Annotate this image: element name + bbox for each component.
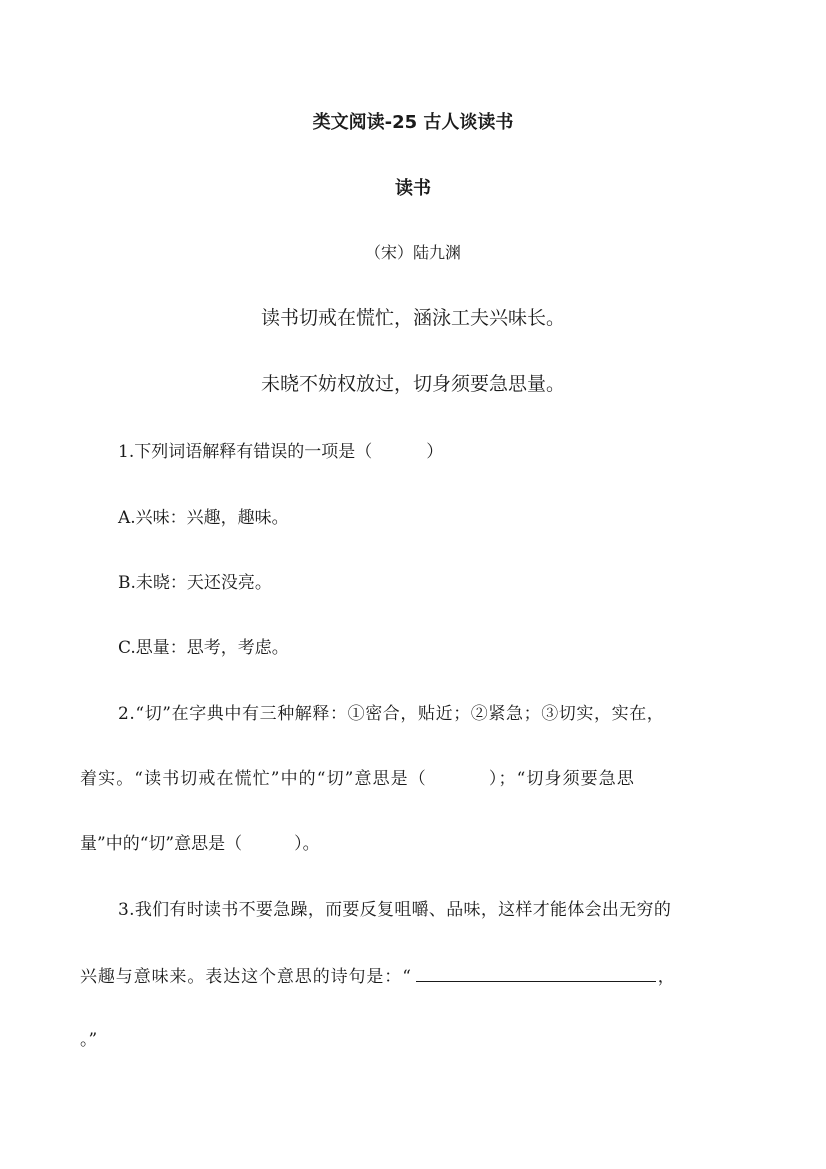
question-3-line-2-tail: ， <box>657 967 676 987</box>
poem-title: 读书 <box>395 178 431 199</box>
poem-line-1: 读书切戒在慌忙，涵泳工夫兴味长。 <box>260 307 565 329</box>
question-2-line-3 <box>80 836 320 853</box>
poem-author: （宋）陆九渊 <box>364 243 461 262</box>
document-title: 类文阅读-25 古人谈读书 <box>312 112 514 133</box>
question-2-line-2 <box>80 771 635 788</box>
question-1-option-b: B.未晓：天还没亮。 <box>118 573 272 593</box>
question-1-option-c: C.思量：思考，考虑。 <box>118 638 289 658</box>
question-3-line-2 <box>80 967 676 986</box>
question-3-line-2-text: 兴趣与意味来。表达这个意思的诗句是：“ <box>80 967 412 987</box>
question-1-text: 1.下列词语解释有错误的一项是（ <box>118 442 373 462</box>
poem-line-2: 未晓不妨权放过，切身须要急思量。 <box>260 373 565 395</box>
question-1-stem <box>118 444 443 461</box>
question-2-line-1: 2.“切”在字典中有三种解释：①密合，贴近；②紧急；③切实，实在， <box>118 704 665 724</box>
question-2-line-3-text: 量”中的“切”意思是（ <box>80 834 243 854</box>
question-3-answer-blank[interactable] <box>416 967 656 982</box>
question-3-line-1: 3.我们有时读书不要急躁，而要反复咀嚼、品味，这样才能体会出无穷的 <box>118 900 672 920</box>
question-2-line-2-tail: ）；“切身须要急思 <box>488 769 635 789</box>
question-3-line-3: 。” <box>80 1030 98 1050</box>
question-1-option-a: A.兴味：兴趣，趣味。 <box>118 508 289 528</box>
question-2-line-2-text: 着实。“读书切戒在慌忙”中的“切”意思是（ <box>80 769 427 789</box>
question-1-close-paren: ） <box>426 442 444 462</box>
question-2-line-3-tail: ）。 <box>294 834 320 854</box>
